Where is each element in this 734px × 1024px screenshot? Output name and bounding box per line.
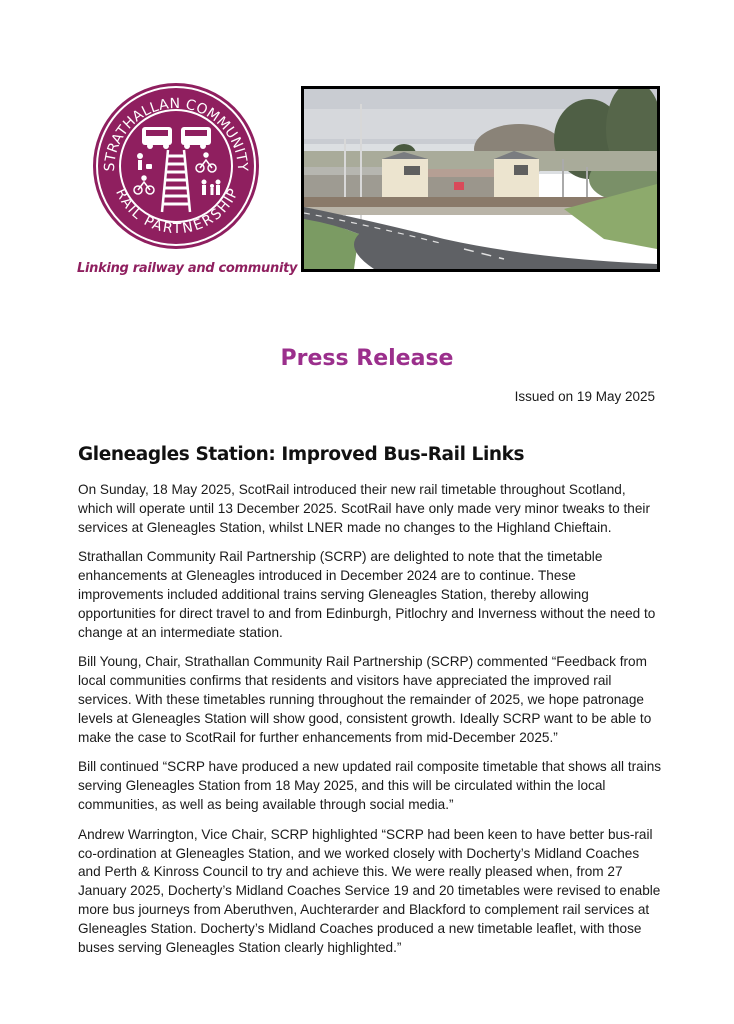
headline: Gleneagles Station: Improved Bus-Rail Links xyxy=(78,444,525,465)
paragraph: Bill Young, Chair, Strathallan Community Rail Partnership (SCRP) commented “Feedback from local communities confirms that residents and visitors have appreciated the improved rail services. With these timetables running throughout the remainder of 2025, we hope patronage levels at Gleneagles Station will show good, consistent growth. Ideally SCRP want to be able to make the case to ScotRail for further enhancements from mid-December 2025.” xyxy=(78,654,652,745)
scrp-logo xyxy=(86,82,266,250)
article-body xyxy=(78,481,663,968)
logo-text-top: STRATHALLAN COMMUNITY xyxy=(101,95,251,172)
paragraph: Andrew Warrington, Vice Chair, SCRP highlighted “SCRP had been keen to have better bus-rail co-ordination at Gleneagles Station, and we worked closely with Docherty’s Midland Coaches and Perth & Kinross Council to try and achieve this. We were really pleased when, from 27 January 2025, Docherty’s Midland Coaches Service 19 and 20 timetables were revised to enable more bus journeys from Aberuthven, Auchterarder and Blackford to complement rail services at Gleneagles Station. Docherty’s Midland Coaches produced a new timetable leaflet, with those buses serving Gleneagles Station clearly highlighted.” xyxy=(78,826,661,955)
paragraph: Strathallan Community Rail Partnership (SCRP) are delighted to note that the timetable enhancements at Gleneagles introduced in December 2024 are to continue. These improvements included additional trains serving Gleneagles Station, thereby allowing opportunities for direct travel to and from Edinburgh, Pitlochry and Inverness without the need to change at an intermediate station. xyxy=(78,549,656,640)
station-photo xyxy=(301,86,660,272)
page-title: Press Release xyxy=(280,346,454,371)
issued-date: Issued on 19 May 2025 xyxy=(514,389,655,404)
paragraph: Bill continued “SCRP have produced a new updated rail composite timetable that shows all trains serving Gleneagles Station from 18 May 2025, and this will be circulated within the local communities, as well as being available through social media.” xyxy=(78,759,662,812)
logo-text-bottom: RAIL PARTNERSHIP xyxy=(112,186,242,238)
tagline: Linking railway and community xyxy=(77,261,298,276)
paragraph: On Sunday, 18 May 2025, ScotRail introduced their new rail timetable throughout Scotland, which will operate until 13 December 2025. ScotRail have only made very minor tweaks to their services at Gleneagles Station, whilst LNER made no changes to the Highland Chieftain. xyxy=(78,482,650,535)
